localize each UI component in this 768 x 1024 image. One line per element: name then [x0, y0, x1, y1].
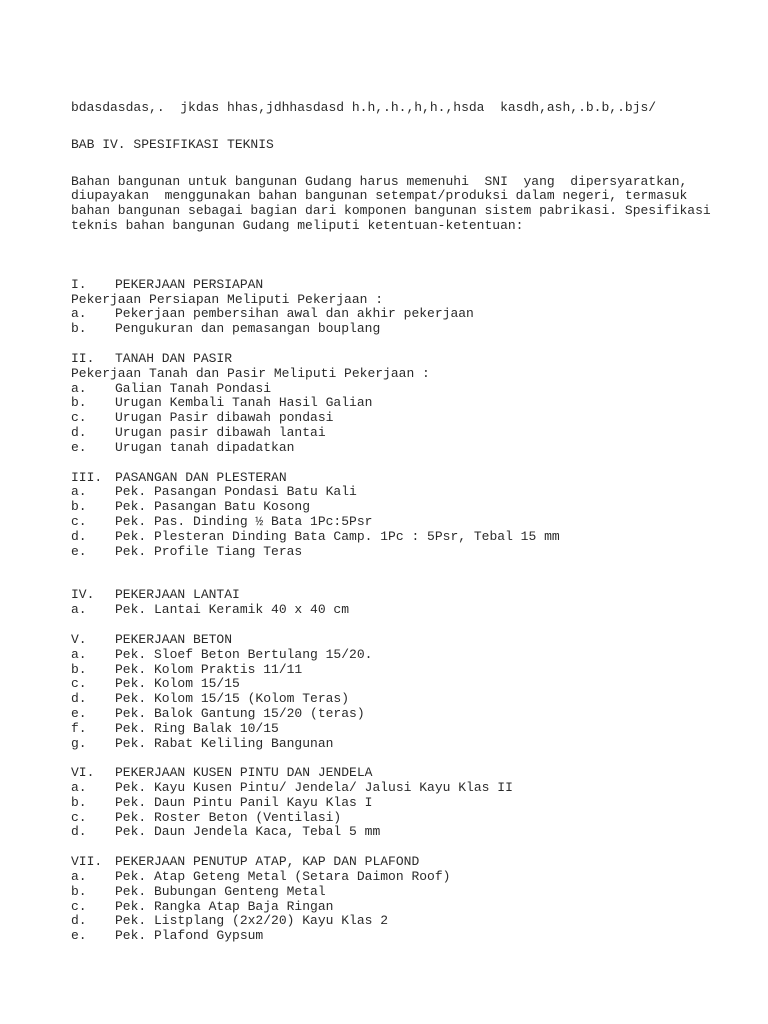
- list-item-text: Pek. Bubungan Genteng Metal: [115, 883, 326, 899]
- list-item: [71, 396, 731, 411]
- list-item: [71, 515, 731, 530]
- section-heading: [71, 855, 731, 870]
- section-heading: [71, 633, 731, 648]
- spacer: [71, 618, 731, 633]
- spacer: [71, 153, 731, 175]
- list-item-marker: b.: [71, 499, 87, 515]
- spacer: [71, 116, 731, 138]
- list-item: [71, 648, 731, 663]
- list-item-text: Pek. Daun Pintu Panil Kayu Klas I: [115, 794, 373, 810]
- list-item-marker: c.: [71, 898, 87, 914]
- section-subtitle: Pekerjaan Persiapan Meliputi Pekerjaan :: [71, 291, 384, 307]
- list-item: [71, 663, 731, 678]
- list-item: [71, 900, 731, 915]
- section-title: PEKERJAAN PENUTUP ATAP, KAP DAN PLAFOND: [115, 854, 420, 870]
- section-title: PEKERJAAN PERSIAPAN: [115, 276, 264, 292]
- list-item: [71, 825, 731, 840]
- list-item: [71, 870, 731, 885]
- section-heading: [71, 588, 731, 603]
- list-item-marker: d.: [71, 913, 87, 929]
- list-item-text: Pek. Pasangan Batu Kosong: [115, 499, 311, 515]
- section-title: PEKERJAAN KUSEN PINTU DAN JENDELA: [115, 765, 373, 781]
- section-title: PEKERJAAN BETON: [115, 631, 233, 647]
- list-item: [71, 929, 731, 944]
- list-item-text: Pengukuran dan pemasangan bouplang: [115, 321, 381, 337]
- list-item: [71, 781, 731, 796]
- list-item-text: Pek. Kolom 15/15 (Kolom Teras): [115, 691, 350, 707]
- list-item: [71, 722, 731, 737]
- list-item-marker: e.: [71, 705, 87, 721]
- section-heading: [71, 766, 731, 781]
- spacer: [71, 751, 731, 766]
- list-item: [71, 677, 731, 692]
- list-item-text: Pek. Rabat Keliling Bangunan: [115, 735, 334, 751]
- list-item-text: Pek. Listplang (2x2/20) Kayu Klas 2: [115, 913, 389, 929]
- list-item-marker: a.: [71, 306, 87, 322]
- section-heading: [71, 278, 731, 293]
- list-item: [71, 707, 731, 722]
- list-item-marker: d.: [71, 528, 87, 544]
- spacer: [71, 234, 731, 278]
- list-item-marker: e.: [71, 439, 87, 455]
- section-number: III.: [71, 469, 103, 485]
- list-item-text: Pek. Profile Tiang Teras: [115, 543, 303, 559]
- list-item-marker: a.: [71, 602, 87, 618]
- list-item-marker: c.: [71, 513, 87, 529]
- list-item-text: Urugan pasir dibawah lantai: [115, 424, 326, 440]
- list-item-text: Pekerjaan pembersihan awal dan akhir pekerjaan: [115, 306, 474, 322]
- list-item-marker: d.: [71, 824, 87, 840]
- list-item-marker: a.: [71, 780, 87, 796]
- list-item-marker: a.: [71, 646, 87, 662]
- list-item-marker: b.: [71, 794, 87, 810]
- list-item-text: Pek. Kolom 15/15: [115, 676, 240, 692]
- list-item: [71, 603, 731, 618]
- list-item: [71, 796, 731, 811]
- intro-line-4: teknis bahan bangunan Gudang meliputi ketentuan-ketentuan:: [71, 217, 524, 233]
- section-number: V.: [71, 631, 87, 647]
- list-item: [71, 530, 731, 545]
- list-item-text: Urugan Kembali Tanah Hasil Galian: [115, 395, 373, 411]
- list-item-text: Pek. Balok Gantung 15/20 (teras): [115, 705, 365, 721]
- list-item: [71, 382, 731, 397]
- list-item-text: Galian Tanah Pondasi: [115, 380, 272, 396]
- section-title: PASANGAN DAN PLESTERAN: [115, 469, 287, 485]
- list-item: [71, 485, 731, 500]
- section-heading: [71, 471, 731, 486]
- list-item: [71, 322, 731, 337]
- list-item: [71, 811, 731, 826]
- document-page: [71, 101, 731, 944]
- intro-line-2: diupayakan menggunakan bahan bangunan setempat/produksi dalam negeri, termasuk: [71, 188, 688, 204]
- list-item: [71, 692, 731, 707]
- list-item: [71, 441, 731, 456]
- list-item-text: Pek. Ring Balak 10/15: [115, 720, 279, 736]
- list-item-marker: e.: [71, 543, 87, 559]
- section-number: VI.: [71, 765, 95, 781]
- section-number: VII.: [71, 854, 103, 870]
- list-item-marker: c.: [71, 676, 87, 692]
- list-item-text: Urugan tanah dipadatkan: [115, 439, 295, 455]
- chapter-title: BAB IV. SPESIFIKASI TEKNIS: [71, 136, 274, 152]
- spacer: [71, 337, 731, 352]
- list-item-marker: c.: [71, 410, 87, 426]
- list-item: [71, 426, 731, 441]
- list-item-marker: b.: [71, 321, 87, 337]
- list-item: [71, 411, 731, 426]
- list-item-text: Pek. Rangka Atap Baja Ringan: [115, 898, 334, 914]
- list-item-text: Pek. Lantai Keramik 40 x 40 cm: [115, 602, 350, 618]
- list-item-text: Pek. Roster Beton (Ventilasi): [115, 809, 342, 825]
- spacer: [71, 456, 731, 471]
- section-number: II.: [71, 350, 95, 366]
- list-item-text: Pek. Pas. Dinding ½ Bata 1Pc:5Psr: [115, 513, 373, 529]
- list-item-marker: c.: [71, 809, 87, 825]
- section-number: I.: [71, 276, 87, 292]
- list-item-text: Pek. Kayu Kusen Pintu/ Jendela/ Jalusi Kayu Klas II: [115, 780, 513, 796]
- list-item-text: Urugan Pasir dibawah pondasi: [115, 410, 334, 426]
- list-item-text: Pek. Plesteran Dinding Bata Camp. 1Pc : 5Psr, Tebal 15 mm: [115, 528, 560, 544]
- intro-line-1: Bahan bangunan untuk bangunan Gudang harus memenuhi SNI yang dipersyaratkan,: [71, 173, 688, 189]
- list-item: [71, 307, 731, 322]
- list-item-marker: a.: [71, 484, 87, 500]
- list-item-marker: b.: [71, 661, 87, 677]
- list-item-marker: g.: [71, 735, 87, 751]
- section-heading: [71, 352, 731, 367]
- section-title: PEKERJAAN LANTAI: [115, 587, 240, 603]
- list-item-text: Pek. Pasangan Pondasi Batu Kali: [115, 484, 357, 500]
- list-item-marker: a.: [71, 380, 87, 396]
- list-item-text: Pek. Sloef Beton Bertulang 15/20.: [115, 646, 373, 662]
- list-item-text: Pek. Plafond Gypsum: [115, 928, 264, 944]
- header-line: bdasdasdas,. jkdas hhas,jdhhasdasd h.h,.h.,h,h.,hsda kasdh,ash,.b.b,.bjs/: [71, 100, 657, 115]
- list-item-marker: d.: [71, 424, 87, 440]
- list-item-marker: d.: [71, 691, 87, 707]
- list-item-marker: e.: [71, 928, 87, 944]
- spacer: [71, 840, 731, 855]
- list-item-text: Pek. Atap Geteng Metal (Setara Daimon Roof): [115, 869, 451, 885]
- list-item: [71, 914, 731, 929]
- list-item: [71, 885, 731, 900]
- list-item-text: Pek. Daun Jendela Kaca, Tebal 5 mm: [115, 824, 381, 840]
- list-item-marker: f.: [71, 720, 87, 736]
- sections-container: [71, 234, 731, 944]
- section-title: TANAH DAN PASIR: [115, 350, 233, 366]
- spacer: [71, 559, 731, 588]
- list-item-text: Pek. Kolom Praktis 11/11: [115, 661, 303, 677]
- intro-line-3: bahan bangunan sebagai bagian dari komponen bangunan sistem pabrikasi. Spesifikasi: [71, 203, 711, 219]
- list-item: [71, 500, 731, 515]
- section-number: IV.: [71, 587, 95, 603]
- list-item-marker: a.: [71, 869, 87, 885]
- list-item: [71, 737, 731, 752]
- list-item: [71, 545, 731, 560]
- section-subtitle: Pekerjaan Tanah dan Pasir Meliputi Pekerjaan :: [71, 365, 430, 381]
- list-item-marker: b.: [71, 395, 87, 411]
- list-item-marker: b.: [71, 883, 87, 899]
